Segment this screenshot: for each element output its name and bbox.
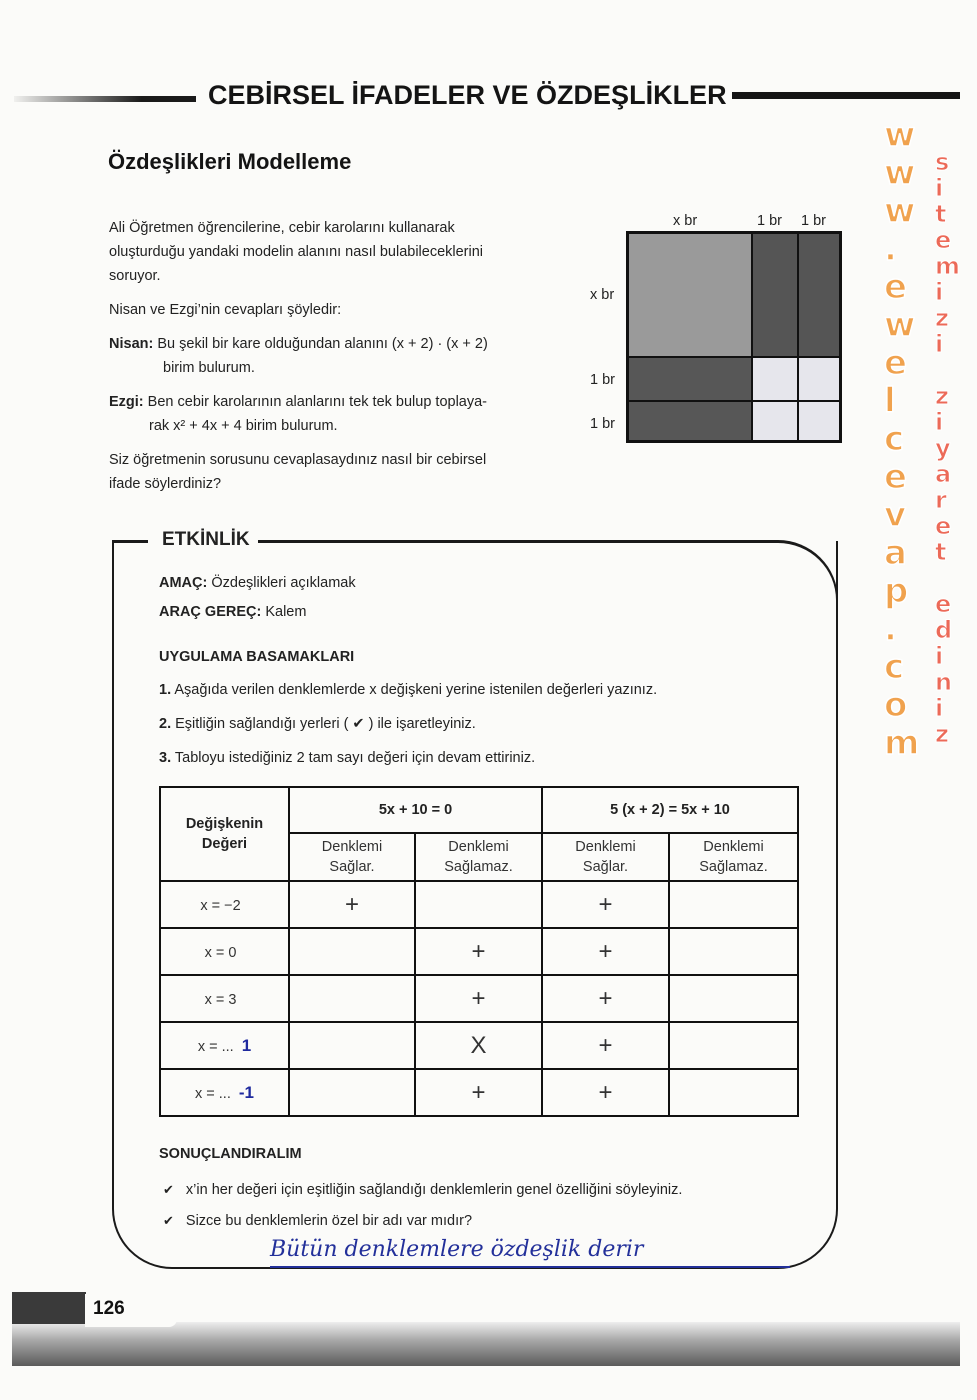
watermark-glyph: e [884,457,908,497]
subheader-line: Sağlamaz. [444,859,513,875]
variable-header-line: Değişkenin [185,816,264,832]
watermark-glyph: c [884,647,905,687]
written-value[interactable]: -1 [238,1082,254,1102]
step-1 [159,682,657,698]
watermark-glyph: e [884,267,908,307]
model-side-label-1b: 1 br [590,416,615,432]
row-label-text: x = 0 [204,944,237,961]
model-side-label-x: x br [590,287,615,303]
tools-value: Kalem [265,604,307,620]
intro-line: soruyor. [109,268,161,284]
watermark-glyph: z [935,720,949,748]
conclusion-item [163,1213,472,1229]
mark-cell[interactable]: + [415,975,542,1022]
watermark-glyph: w [884,153,916,193]
watermark-glyph: y [935,434,951,462]
mark-cell[interactable] [669,975,798,1022]
watermark-glyph: s [935,148,950,176]
table-header-row [160,787,798,833]
mark-cell[interactable] [289,1069,415,1116]
conclusion-title: SONUÇLANDIRALIM [159,1146,302,1162]
watermark-glyph: o [884,685,908,725]
aim-label: AMAÇ: [159,575,208,591]
watermark-glyph: m [884,723,920,763]
equation-2-header: 5 (x + 2) = 5x + 10 [542,787,798,833]
mark-cell[interactable] [415,881,542,928]
watermark-glyph: w [884,191,916,231]
tile-x-squared [628,233,752,357]
activity-frame-top-right [258,540,778,543]
row-label-text: x = ... [195,1085,231,1102]
tile-x-vertical [798,233,840,357]
intro-line: Ali Öğretmen öğrencilerine, cebir karolarını kullanarak [109,220,455,236]
header-rule-right [732,92,960,99]
watermark-glyph: e [935,226,952,254]
chapter-title: CEBİRSEL İFADELER VE ÖZDEŞLİKLER [208,80,727,110]
watermark-glyph: . [884,609,897,649]
subheader-line: Sağlar. [329,859,375,875]
watermark-glyph: e [935,512,952,540]
conclusion-text: Sizce bu denklemlerin özel bir adı var mıdır? [185,1213,473,1229]
page-number: 126 [93,1298,125,1319]
mark-cell[interactable] [289,975,415,1022]
ezgi-name: Ezgi: [109,394,144,410]
watermark-glyph: e [935,590,952,618]
ezgi-text-cont: rak x² + 4x + 4 birim bulurum. [149,418,338,434]
watermark-glyph: d [935,616,953,644]
row-label-text: x = −2 [200,897,241,914]
mark-cell[interactable]: + [542,1069,669,1116]
subheader-line: Sağlar. [582,859,629,875]
watermark-glyph: e [884,343,908,383]
model-top-label-1a: 1 br [757,213,782,229]
ezgi-answer [109,390,579,438]
question-line: ifade söylerdiniz? [109,476,222,492]
nisan-answer [109,332,579,380]
watermark-glyph: l [884,381,896,421]
step-text: Eşitliğin sağlandığı yerleri ( ✔ ) ile işaretleyiniz. [175,716,476,732]
nisan-text: Bu şekil bir kare olduğundan alanını (x + 2) · (x + 2) [157,336,488,352]
activity-tools [159,604,306,620]
model-top-label-1b: 1 br [801,213,826,229]
mark-cell[interactable]: X [415,1022,542,1069]
tile-unit [752,357,798,401]
activity-aim [159,575,356,591]
watermark-glyph: m [935,252,961,280]
watermark-glyph: t [935,200,947,228]
mark-cell[interactable] [289,928,415,975]
watermark-glyph: c [884,419,905,459]
section-title: Özdeşlikleri Modelleme [108,149,352,174]
conclusion-text: x’in her değeri için eşitliğin sağlandığı denklemlerin genel özelliğini söyleyiniz. [185,1182,683,1198]
watermark-glyph: t [935,538,947,566]
watermark-glyph: w [884,305,916,345]
nisan-name: Nisan: [109,336,154,352]
footer-bar [12,1322,960,1366]
mark-cell[interactable]: + [289,881,415,928]
mark-cell[interactable] [669,1022,798,1069]
step-number: 2. [159,716,172,732]
watermark-glyph: i [935,278,944,306]
subheader-satisfies [542,833,669,881]
mark-cell[interactable] [669,881,798,928]
subheader-line: Denklemi [321,839,383,855]
watermark-glyph: i [935,408,944,436]
step-2 [159,716,476,732]
watermark-glyph: p [884,571,909,611]
row-label [160,1069,289,1116]
steps-title: UYGULAMA BASAMAKLARI [159,649,355,665]
watermark-glyph: i [935,642,944,670]
equation-1-header: 5x + 10 = 0 [289,787,542,833]
tile-unit [798,401,840,441]
checkmark-icon: ✔ [163,1213,174,1228]
checkmark-icon: ✔ [163,1182,174,1197]
mark-cell[interactable] [669,1069,798,1116]
model-top-label-x: x br [673,213,698,229]
algebra-tile-model [626,231,842,443]
table-row [160,881,798,928]
written-value[interactable]: 1 [241,1035,252,1055]
watermark-glyph: a [884,533,907,573]
intro-line: oluşturduğu yandaki modelin alanını nasıl bulabileceklerini [109,244,484,260]
ezgi-text: Ben cebir karolarının alanlarını tek tek bulup toplaya- [147,394,488,410]
mark-cell[interactable] [669,928,798,975]
answers-intro: Nisan ve Ezgi’nin cevapları şöyledir: [109,302,342,318]
intro-paragraph [109,216,579,288]
row-label [160,1022,289,1069]
variable-header [160,787,289,881]
watermark-glyph: r [935,486,947,514]
nisan-text-cont: birim bulurum. [163,360,255,376]
model-side-label-1a: 1 br [590,372,615,388]
activity-title: ETKİNLİK [158,529,254,551]
mark-cell[interactable]: + [542,881,669,928]
subheader-not-satisfies [669,833,798,881]
watermark-glyph: w [884,115,916,155]
tile-unit [752,401,798,441]
step-text: Tabloyu istediğiniz 2 tam sayı değeri için devam ettiriniz. [174,750,536,766]
page-number-tab [12,1292,86,1324]
mark-cell[interactable]: + [415,1069,542,1116]
question-line: Siz öğretmenin sorusunu cevaplasaydınız nasıl bir cebirsel [109,452,487,468]
mark-cell[interactable]: + [542,975,669,1022]
mark-cell[interactable]: + [542,1022,669,1069]
tile-x-vertical [752,233,798,357]
watermark-glyph: a [935,460,952,488]
watermark-glyph: i [935,330,944,358]
handwritten-answer[interactable]: Bütün denklemlere özdeşlik derir [270,1237,644,1262]
subheader-not-satisfies [415,833,542,881]
tile-x-horizontal [628,401,752,441]
watermark-glyph: v [884,495,907,535]
tile-x-horizontal [628,357,752,401]
table-row [160,928,798,975]
row-label [160,975,289,1022]
row-label-text: x = ... [197,1038,234,1055]
tile-unit [798,357,840,401]
row-label [160,928,289,975]
watermark-glyph: z [935,304,949,332]
step-number: 3. [159,750,172,766]
handwritten-underline [270,1266,790,1268]
aim-value: Özdeşlikleri açıklamak [211,575,356,591]
mark-cell[interactable]: + [415,928,542,975]
watermark-glyph: z [935,382,949,410]
question-paragraph [109,448,579,496]
equation-table [159,786,799,1117]
table-row [160,975,798,1022]
watermark-glyph: n [935,668,953,696]
step-number: 1. [159,682,172,698]
watermark-glyph: i [935,174,944,202]
variable-header-line: Değeri [201,836,248,852]
step-3 [159,750,535,766]
table-row [160,1022,798,1069]
tools-label: ARAÇ GEREÇ: [159,604,262,620]
watermark-glyph: . [884,229,897,269]
step-text: Aşağıda verilen denklemlerde x değişkeni yerine istenilen değerleri yazınız. [174,682,658,698]
subheader-line: Denklemi [703,839,764,855]
row-label-text: x = 3 [204,991,237,1008]
subheader-satisfies [289,833,415,881]
conclusion-item [163,1182,682,1198]
watermark-glyph: i [935,694,944,722]
header-rule-left [14,96,196,102]
activity-frame-top-left [112,540,148,543]
subheader-line: Denklemi [448,839,509,855]
row-label [160,881,289,928]
mark-cell[interactable] [289,1022,415,1069]
subheader-line: Sağlamaz. [699,859,768,875]
subheader-line: Denklemi [575,839,636,855]
table-row [160,1069,798,1116]
mark-cell[interactable]: + [542,928,669,975]
